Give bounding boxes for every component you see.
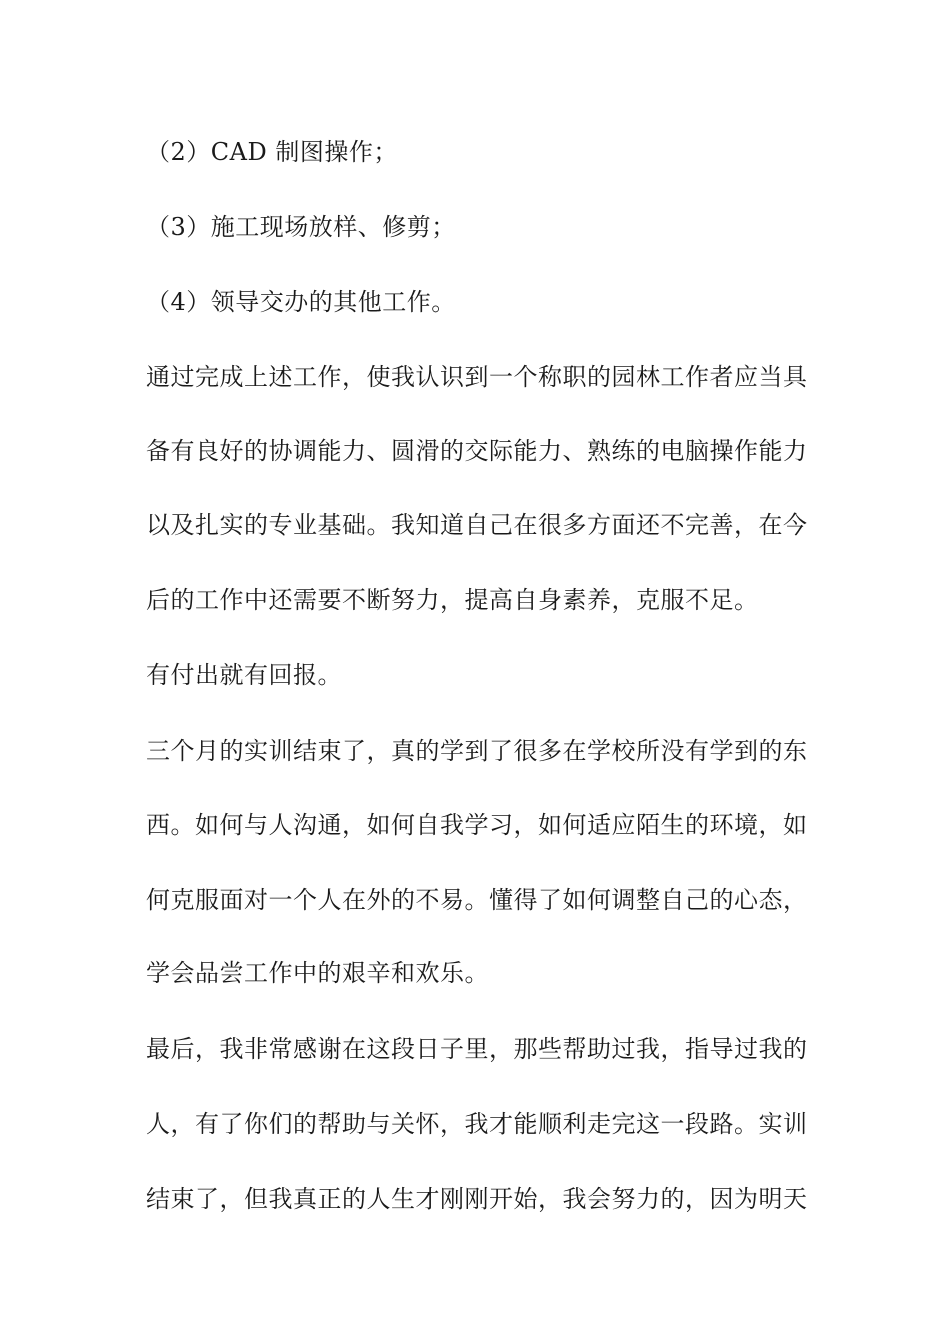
paragraph-line: 备有良好的协调能力、圆滑的交际能力、熟练的电脑操作能力 xyxy=(146,437,808,465)
paragraph-line: 三个月的实训结束了，真的学到了很多在学校所没有学到的东 xyxy=(146,737,808,765)
paragraph-line: 学会品尝工作中的艰辛和欢乐。 xyxy=(146,959,489,987)
paragraph-line: 西。如何与人沟通，如何自我学习，如何适应陌生的环境，如 xyxy=(146,811,808,839)
paragraph-line: 人，有了你们的帮助与关怀，我才能顺利走完这一段路。实训 xyxy=(146,1110,808,1138)
list-item-cad: （2）CAD 制图操作； xyxy=(146,138,398,166)
paragraph-line: 通过完成上述工作，使我认识到一个称职的园林工作者应当具 xyxy=(146,363,808,391)
paragraph-line: 何克服面对一个人在外的不易。懂得了如何调整自己的心态， xyxy=(146,886,808,914)
paragraph-line: 结束了，但我真正的人生才刚刚开始，我会努力的，因为明天 xyxy=(146,1185,808,1213)
paragraph-line: 后的工作中还需要不断努力，提高自身素养，克服不足。 xyxy=(146,586,759,614)
list-item-other-tasks: （4）领导交办的其他工作。 xyxy=(146,288,456,316)
paragraph-line: 最后，我非常感谢在这段日子里，那些帮助过我，指导过我的 xyxy=(146,1035,808,1063)
paragraph-line: 以及扎实的专业基础。我知道自己在很多方面还不完善，在今 xyxy=(146,511,808,539)
paragraph-line: 有付出就有回报。 xyxy=(146,661,342,689)
list-item-construction: （3）施工现场放样、修剪； xyxy=(146,213,456,241)
